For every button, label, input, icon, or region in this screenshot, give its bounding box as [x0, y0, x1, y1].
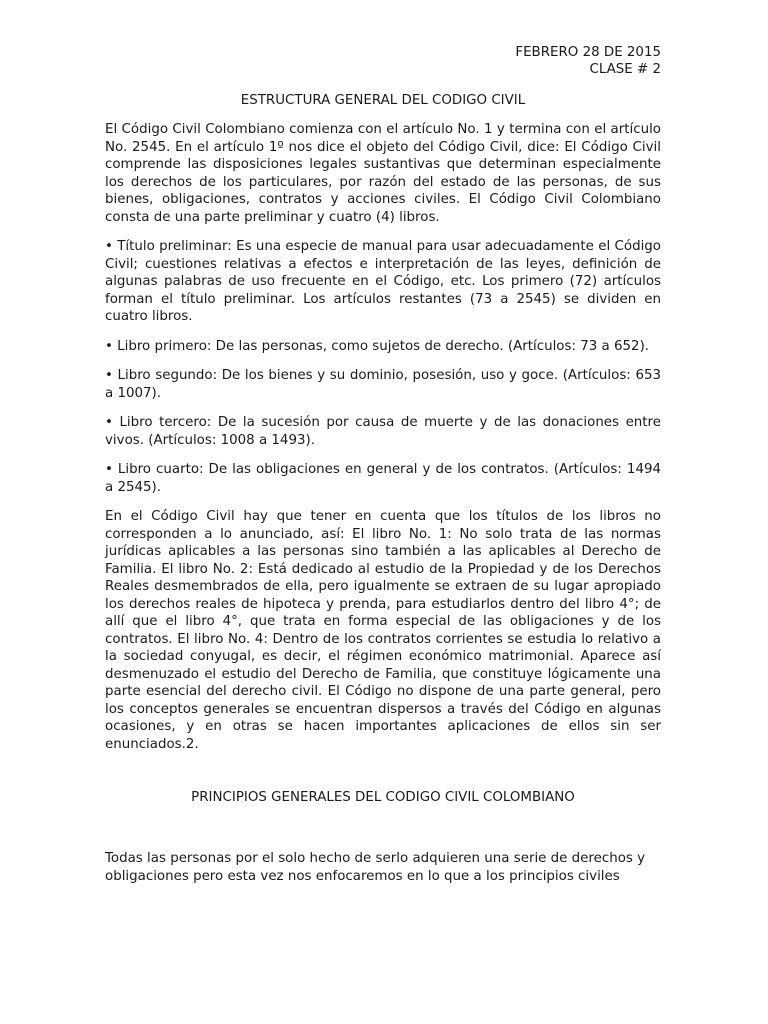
- bullet-titulo-preliminar: • Título preliminar: Es una especie de manual para usar adecuadamente el Código Civil; cuestiones relativas a efectos e interpretación de las leyes, definición de algunas palabras de uso frecuente en el Código, etc. Los primero (72) artículos forman el título preliminar. Los artículos restantes (73 a 2545) se dividen en cuatro libros.: [105, 239, 661, 324]
- section-title-estructura: ESTRUCTURA GENERAL DEL CODIGO CIVIL: [240, 93, 526, 108]
- bullet-libro-primero: • Libro primero: De las personas, como sujetos de derecho. (Artículos: 73 a 652).: [105, 338, 650, 354]
- bullet-libro-tercero: • Libro tercero: De la sucesión por causa de muerte y de las donaciones entre vivos. (Artículos: 1008 a 1493).: [105, 415, 661, 448]
- document-header: [105, 44, 661, 78]
- bullet-libro-segundo: • Libro segundo: De los bienes y su dominio, posesión, uso y goce. (Artículos: 653 a 1007).: [105, 368, 661, 401]
- bullet-libro-cuarto: • Libro cuarto: De las obligaciones en general y de los contratos. (Artículos: 1494 a 2545).: [105, 462, 661, 495]
- header-class: CLASE # 2: [589, 62, 661, 77]
- libros-paragraph: En el Código Civil hay que tener en cuenta que los títulos de los libros no corresponden a lo anunciado, así: El libro No. 1: No solo trata de las normas jurídicas aplicables a las personas sino también a las aplicables al Derecho de Familia. El libro No. 2: Está dedicado al estudio de la Propiedad y de los Derechos Reales desmembrados de ella, pero igualmente se extraen de su lugar apropiado los derechos reales de hipoteca y prenda, para estudiarlos dentro del libro 4°; de allí que el libro 4°, que trata en forma especial de las obligaciones y de los contratos. El libro No. 4: Dentro de los contratos corrientes se estudia lo relativo a la sociedad conyugal, es decir, el régimen económico matrimonial. Aparece así desmenuzado el estudio del Derecho de Familia, que constituye lógicamente una parte esencial del derecho civil. El Código no dispone de una parte general, pero los conceptos generales se encuentran dispersos a través del Código en algunas ocasiones, y en otras se hacen importantes aplicaciones de ellos sin ser enunciados.2.: [105, 509, 661, 752]
- header-date: FEBRERO 28 DE 2015: [515, 45, 661, 60]
- document-page: [105, 44, 661, 885]
- principios-paragraph: Todas las personas por el solo hecho de serlo adquieren una serie de derechos y obligaciones pero esta vez nos enfocaremos en lo que a los principios civiles: [105, 851, 646, 884]
- intro-paragraph: El Código Civil Colombiano comienza con el artículo No. 1 y termina con el artículo No. 2545. En el artículo 1º nos dice el objeto del Código Civil, dice: El Código Civil comprende las disposiciones legales sustantivas que determinan especialmente los derechos de los particulares, por razón del estado de las personas, de sus bienes, obligaciones, contratos y acciones civiles. El Código Civil Colombiano consta de una parte preliminar y cuatro (4) libros.: [105, 122, 661, 225]
- section-title-principios: PRINCIPIOS GENERALES DEL CODIGO CIVIL COLOMBIANO: [191, 790, 575, 805]
